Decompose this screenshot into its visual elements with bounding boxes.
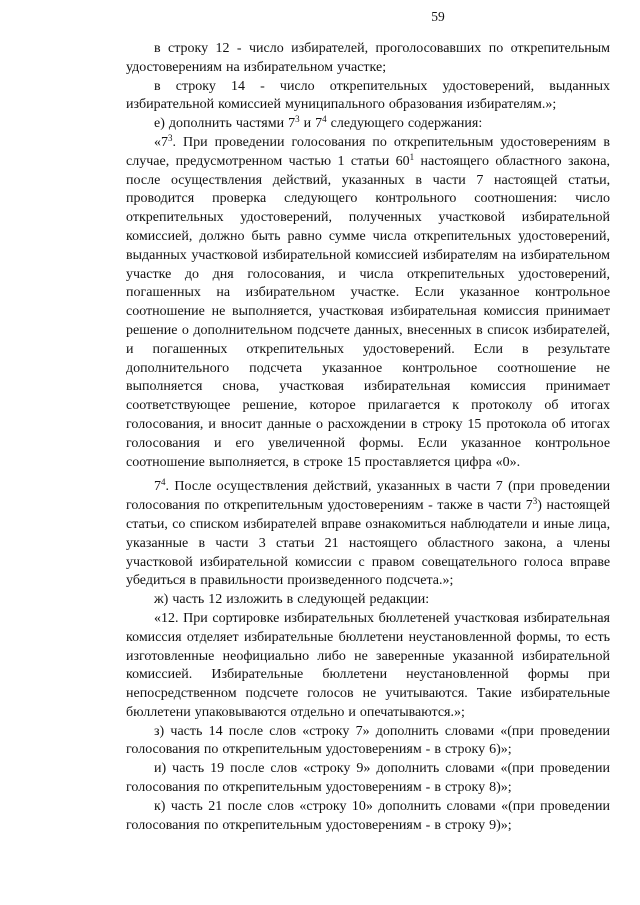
paragraph-part-12: «12. При сортировке избирательных бюллетеней участковая избирательная комиссия отделяет избирательные бюллетени неустановленной формы, то есть изготовленные неофициально либо не заверенные указанной избирательной комиссией. Избирательные бюллетени неустановленной формы при непосредственном подсчете голосов не учитываются. Такие избирательные бюллетени упаковываются отдельно и опечатываются.»; [126, 610, 610, 720]
paragraph-item-zh: ж) часть 12 изложить в следующей редакции: [154, 592, 430, 608]
paragraph-line-12: в строку 12 - число избирателей, проголосовавших по открепительным удостоверениям на избирательном участке; [126, 41, 610, 75]
paragraph-item-e: е) дополнить частями $7^3$ и $7^4$ следующего содержания: [154, 114, 483, 132]
paragraph-item-i: и) часть 19 после слов «строку 9» дополнить словами «(при проведении голосования по открепительным удостоверениям - в строку 8)»; [126, 761, 610, 796]
page-number: 59 [431, 9, 445, 24]
paragraph-part-7-3: «$7^3$. При проведении голосования по открепительным удостоверениям в случае, предусмотренном частью 1 статьи $60^1$ настоящего областного закона, после осуществления действий, указанных в части 7 настоящей статьи, проводится проверка следующего контрольного соотношения: число открепительных удостоверений, полученных участковой избирательной комиссией, должно быть равно сумме числа открепительных удостоверений, выданных участковой избирательной комиссией избирателям на избирательном участке до дня голосования, и числа открепительных удостоверений, погашенных на избирательном участке. Если указанное контрольное соотношение не выполняется, участковая избирательная комиссия принимает решение о дополнительном подсчете данных, внесенных в список избирателей, и погашенных открепительных удостоверений. Если в результате дополнительного подсчета указанное контрольное соотношение не выполняется снова, участковая избирательная комиссия принимает соответствующее решение, которое прилагается к протоколу об итогах голосования, и вносит данные о расхождении в строку 15 протокола об итогах голосования и его увеличенной формы. Если указанное контрольное соотношение выполняется, в строке 15 проставляется цифра «0». [126, 132, 611, 470]
paragraph-part-7-4: $7^4$. После осуществления действий, указанных в части 7 (при проведении голосования по открепительным удостоверениям - также в части $7^3$) настоящей статьи, со списком избирателей вправе ознакомиться наблюдатели и иные лица, указанные в части 3 статьи 21 настоящего областного закона, а члены участковой избирательной комиссии с правом совещательного голоса вправе убедиться в правильности произведенного подсчета.»; [126, 477, 611, 589]
paragraph-line-14: в строку 14 - число открепительных удостоверений, выданных избирательной комиссией муниципального образования избирателям.»; [126, 78, 610, 113]
paragraph-item-k: к) часть 21 после слов «строку 10» дополнить словами «(при проведении голосования по открепительным удостоверениям - в строку 9)»; [126, 798, 610, 833]
paragraph-item-z: з) часть 14 после слов «строку 7» дополнить словами «(при проведении голосования по открепительным удостоверениям - в строку 6)»; [126, 723, 610, 758]
